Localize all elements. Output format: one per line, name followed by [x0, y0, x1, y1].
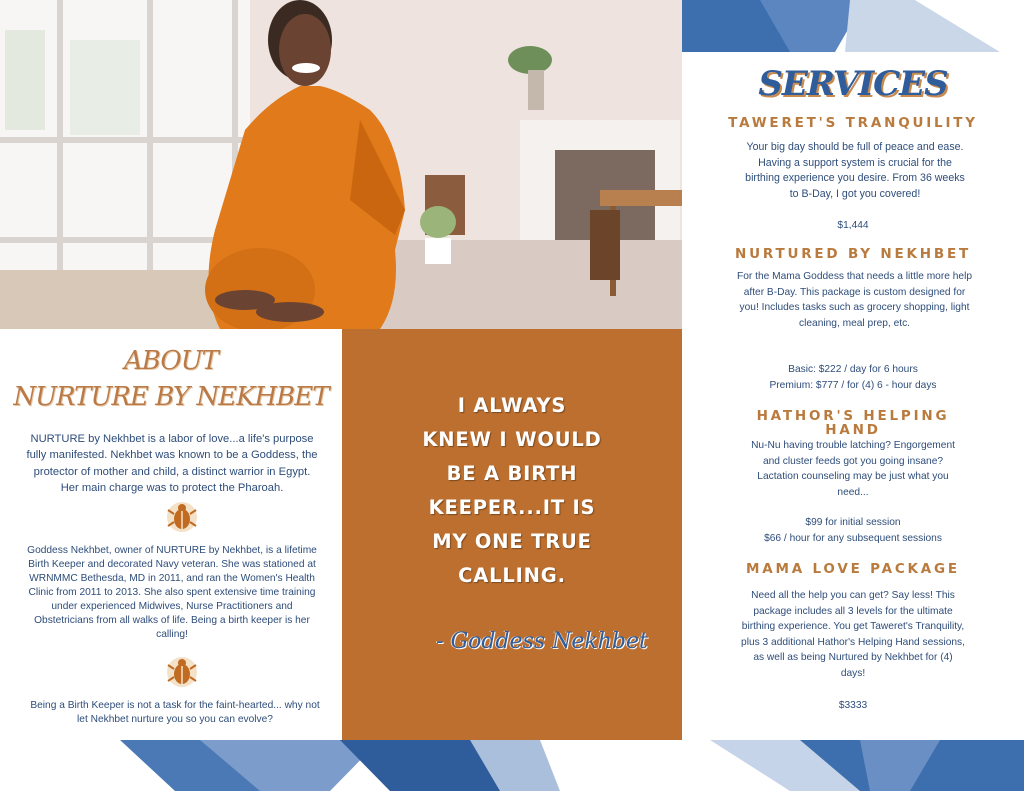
service-heading-hathor: [702, 409, 1004, 437]
pregnant-woman-photo: [0, 0, 682, 329]
about-paragraph-2: Goddess Nekhbet, owner of NURTURE by Nekhbet, is a lifetime Birth Keeper and decorated Navy veteran. She was stationed at WRNMMC Bethesda, MD in 2011, and ran the Women's Health Clinic from 2011 to 2013. She also spent extensive time training under experienced Midwives, Nurse Practitioners and Obstetricians from all walks of life. Being a birth keeper is her calling!: [27, 545, 317, 640]
quote-line: KEEPER...IT IS: [428, 496, 596, 519]
service-price-basic: Basic: $222 / day for 6 hours: [788, 364, 918, 375]
service-desc-taweret: Your big day should be full of peace and ease. Having a support system is crucial for the birthing experience you desire. From 36 weeks to B-Day, I got you covered!: [745, 141, 965, 200]
quote-text: [372, 389, 652, 593]
service-desc-mama-love: Need all the help you can get? Say less! This package includes all 3 levels for the ultimate birthing experience. You get Taweret's Tranquility, plus 3 additional Hathor's Helping Hand sessions, as well as being Nurtured by Nekhbet for (4) days!: [741, 590, 965, 679]
quote-line: MY ONE TRUE: [432, 530, 592, 553]
services-title: SERVICES: [758, 64, 948, 104]
service-heading-taweret: TAWERET'S TRANQUILITY: [728, 115, 978, 131]
service-heading-hathor-line1: HATHOR'S HELPING: [756, 408, 950, 424]
service-price-subsequent: $66 / hour for any subsequent sessions: [764, 533, 942, 544]
about-paragraph-1: NURTURE by Nekhbet is a labor of love...a life's purpose fully manifested. Nekhbet was known to be a Goddess, the protector of mother and child, a distinct warrior in Egypt. Her main charge was to protect the Pharoah.: [26, 433, 318, 494]
about-title: [0, 343, 342, 415]
quote-line: BE A BIRTH: [446, 462, 578, 485]
service-heading-mama-love: MAMA LOVE PACKAGE: [746, 561, 960, 577]
service-desc-hathor: Nu-Nu having trouble latching? Engorgement and cluster feeds got you going insane? Lactation counseling may be just what you need...: [751, 440, 955, 498]
about-title-line1: ABOUT: [124, 346, 218, 376]
quote-line: I ALWAYS: [457, 394, 567, 417]
about-paragraph-3: Being a Birth Keeper is not a task for the faint-hearted... why not let Nekhbet nurture you so you can evolve?: [30, 700, 320, 725]
service-heading-hathor-line2: HAND: [825, 422, 881, 438]
quote-line: CALLING.: [458, 564, 566, 587]
hero-photo: [0, 0, 682, 329]
service-desc-nekhbet: For the Mama Goddess that needs a little more help after B-Day. This package is custom designed for you! Includes tasks such as grocery shopping, light cleaning, meal prep, etc.: [737, 271, 972, 329]
service-price-initial: $99 for initial session: [805, 517, 901, 528]
quote-line: KNEW I WOULD: [422, 428, 602, 451]
services-panel: [682, 52, 1024, 742]
service-price-premium: Premium: $777 / for (4) 6 - hour days: [769, 380, 937, 391]
about-panel: [0, 329, 342, 740]
about-title-line2: NURTURE BY NEKHBET: [13, 382, 329, 412]
service-price-taweret: $1,444: [837, 220, 869, 231]
quote-panel: [342, 329, 682, 740]
service-heading-nekhbet: NURTURED BY NEKHBET: [735, 246, 971, 262]
service-price-mama-love: $3333: [838, 700, 868, 711]
scarab-icon: [165, 655, 199, 689]
quote-author: - Goddess Nekhbet: [436, 629, 648, 654]
scarab-icon: [165, 500, 199, 534]
